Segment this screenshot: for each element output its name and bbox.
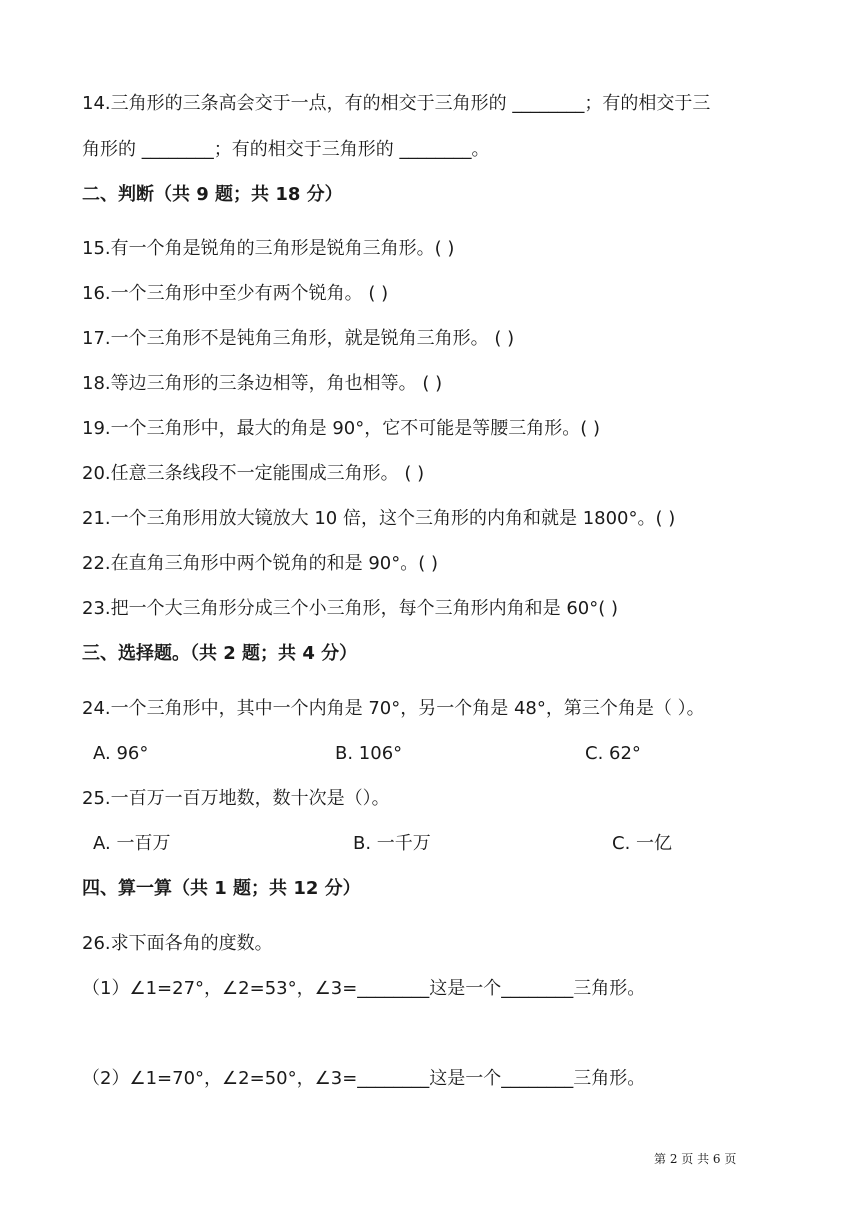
question-18: 18.等边三角形的三条边相等，角也相等。 ( ) <box>82 373 443 394</box>
question-25-option-c: C. 一亿 <box>612 833 673 854</box>
question-21: 21.一个三角形用放大镜放大 10 倍，这个三角形的内角和就是 1800°。( ) <box>82 508 676 529</box>
question-25-option-b: B. 一千万 <box>353 833 431 854</box>
question-15: 15.有一个角是锐角的三角形是锐角三角形。( ) <box>82 238 455 259</box>
question-23: 23.把一个大三角形分成三个小三角形，每个三角形内角和是 60°( ) <box>82 598 619 619</box>
question-14-line-1: 14.三角形的三条高会交于一点，有的相交于三角形的 ________；有的相交于三 <box>82 93 711 114</box>
question-24-option-c: C. 62° <box>585 743 641 764</box>
question-24-option-a: A. 96° <box>93 743 149 764</box>
question-17: 17.一个三角形不是钝角三角形，就是锐角三角形。 ( ) <box>82 328 515 349</box>
question-20: 20.任意三条线段不一定能围成三角形。 ( ) <box>82 463 425 484</box>
question-22: 22.在直角三角形中两个锐角的和是 90°。( ) <box>82 553 439 574</box>
question-26-stem: 26.求下面各角的度数。 <box>82 933 273 954</box>
page-number-footer: 第 2 页 共 6 页 <box>654 1152 737 1166</box>
section-2-title: 二、判断（共 9 题；共 18 分） <box>82 184 343 205</box>
question-19: 19.一个三角形中，最大的角是 90°，它不可能是等腰三角形。( ) <box>82 418 601 439</box>
section-3-title: 三、选择题。（共 2 题；共 4 分） <box>82 643 358 664</box>
section-4-title: 四、算一算（共 1 题；共 12 分） <box>82 878 361 899</box>
question-26-part-1: （1）∠1=27°，∠2=53°，∠3=________这是一个________三角形。 <box>82 978 646 999</box>
question-25-stem: 25.一百万一百万地数，数十次是（）。 <box>82 788 390 809</box>
question-25-option-a: A. 一百万 <box>93 833 171 854</box>
question-24-option-b: B. 106° <box>335 743 403 764</box>
question-16: 16.一个三角形中至少有两个锐角。 ( ) <box>82 283 389 304</box>
question-14-line-2: 角形的 ________；有的相交于三角形的 ________。 <box>82 139 490 160</box>
question-26-part-2: （2）∠1=70°，∠2=50°，∠3=________这是一个________三角形。 <box>82 1068 646 1089</box>
question-24-stem: 24.一个三角形中，其中一个内角是 70°，另一个角是 48°，第三个角是（ ）。 <box>82 698 705 719</box>
